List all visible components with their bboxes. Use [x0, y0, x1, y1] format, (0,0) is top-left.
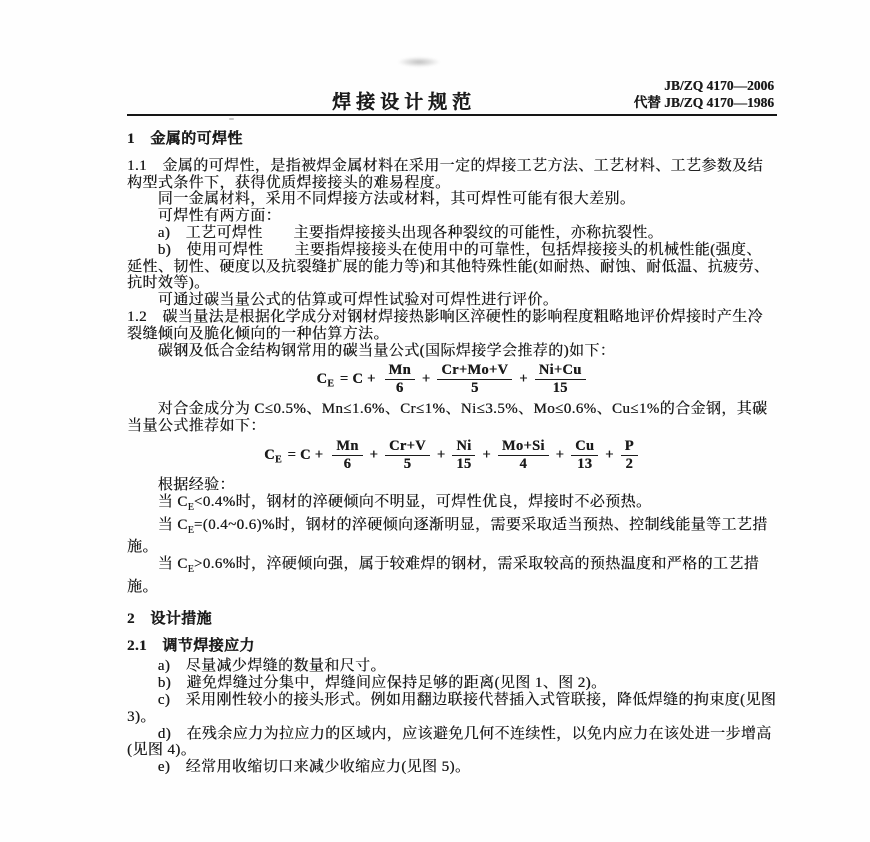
standard-number-replaced: 代替 JB/ZQ 4170—1986 [633, 95, 774, 110]
carbon-equivalent-formula-1 [127, 363, 777, 396]
fraction-cu-13: $\frac{Cu}{13}$ [571, 439, 598, 472]
plus-sign: + [482, 446, 491, 463]
list-item-c-low-rigidity-joints: c) 采用刚性较小的接头形式。例如用翻边联接代替插入式管联接，降低焊缝的拘束度(见图 3)。 [127, 691, 777, 725]
formula-symbol: C [316, 371, 328, 388]
list-item-b-service-weldability: b) 使用可焊性 主要指焊接接头在使用中的可靠性，包括焊接接头的机械性能(强度、延性、韧性、硬度以及抗裂缝扩展的能力等)和其他特殊性能(如耐热、耐蚀、耐低温、抗疲劳、抗时效等)。 [127, 241, 770, 292]
para-1-2-carbon-equivalent-method: 1.2 碳当量法是根据化学成分对钢材焊接热影响区淬硬性的影响程度粗略地评价焊接时产生冷裂缝倾向及脆化倾向的一种估算方法。 [127, 308, 763, 342]
standard-number-current: JB/ZQ 4170—2006 [664, 78, 774, 93]
formula-subscript: E [187, 501, 194, 513]
fraction-nicu-15: $\frac{Ni+Cu}{15}$ [535, 363, 586, 396]
list-item-b-avoid-concentration: b) 避免焊缝过分集中，焊缝间应保持足够的距离(见图 1、图 2)。 [157, 675, 607, 692]
formula-subscript: E [187, 524, 194, 536]
fraction-crmov-5: $\frac{Cr+Mo+V}{5}$ [437, 363, 512, 396]
section-2-heading: 2 设计措施 [127, 610, 212, 627]
fraction-mn-6: $\frac{Mn}{6}$ [385, 363, 415, 396]
condition-ce-04-to-06 [127, 517, 777, 557]
scan-artifact-smudge [398, 57, 440, 67]
para-experience: 根据经验： [157, 476, 235, 493]
formula-equals: = C + [287, 446, 324, 463]
fraction-crv-5: $\frac{Cr+V}{5}$ [385, 439, 430, 472]
section-2-1-heading: 2.1 调节焊接应力 [127, 637, 255, 654]
condition-prefix: 当 C [157, 516, 188, 533]
para-iiw-formula-intro: 碳钢及低合金结构钢常用的碳当量公式(国际焊接学会推荐的)如下： [157, 342, 616, 359]
condition-prefix: 当 C [157, 556, 188, 573]
list-item-e-shrinkage-cuts: e) 经常用收缩切口来减少收缩应力(见图 5)。 [157, 759, 471, 776]
section-1-heading: 1 金属的可焊性 [127, 131, 243, 147]
document-body [127, 131, 777, 776]
condition-ce-above-06 [127, 556, 777, 596]
fraction-ni-15: $\frac{Ni}{15}$ [452, 439, 475, 472]
plus-sign: + [555, 446, 565, 463]
fraction-mn-6: $\frac{Mn}{6}$ [332, 439, 362, 472]
standard-numbers [634, 77, 774, 111]
list-item-a-reduce-welds: a) 尽量减少焊缝的数量和尺寸。 [157, 658, 386, 675]
para-evaluation-method: 可通过碳当量公式的估算或可焊性试验对可焊性进行评价。 [157, 292, 559, 309]
formula-subscript: E [327, 379, 334, 391]
plus-sign: + [605, 446, 614, 463]
condition-ce-below-04 [127, 494, 777, 517]
formula-subscript: E [187, 564, 194, 576]
para-same-metal: 同一金属材料，采用不同焊接方法或材料，其可焊性可能有很大差别。 [157, 191, 636, 208]
scan-artifact-speck [229, 118, 234, 120]
plus-sign: + [421, 371, 431, 388]
formula-equals: = C + [339, 371, 376, 388]
formula-symbol: C [264, 446, 275, 463]
list-item-a-process-weldability: a) 工艺可焊性 主要指焊接接头出现各种裂纹的可能性，亦称抗裂性。 [157, 224, 664, 241]
para-two-aspects: 可焊性有两方面： [157, 208, 281, 225]
condition-text: >0.6%时，淬硬倾向强，属于较难焊的钢材，需采取较高的预热温度和严格的工艺措施。 [127, 556, 760, 595]
header-divider [127, 114, 777, 116]
para-alloy-limits: 对合金成分为 C≤0.5%、Mn≤1.6%、Cr≤1%、Ni≤3.5%、Mo≤0.6%、Cu≤1%的合金钢，其碳当量公式推荐如下： [127, 401, 768, 435]
condition-text: <0.4%时，钢材的淬硬倾向不明显，可焊性优良，焊接时不必预热。 [193, 493, 652, 510]
plus-sign: + [436, 446, 446, 463]
list-item-d-avoid-discontinuity: d) 在残余应力为拉应力的区域内，应该避免几何不连续性，以免内应力在该处进一步增高(见图 4)。 [127, 725, 772, 759]
condition-prefix: 当 C [157, 493, 188, 510]
fraction-p-2: $\frac{P}{2}$ [621, 439, 638, 472]
fraction-mosi-4: $\frac{Mo+Si}{4}$ [498, 439, 549, 472]
formula-subscript: E [274, 454, 282, 466]
plus-sign: + [369, 446, 379, 463]
plus-sign: + [519, 371, 528, 388]
document-title: 焊接设计规范 [331, 92, 476, 113]
para-1-1-weldability-definition: 1.1 金属的可焊性，是指被焊金属材料在采用一定的焊接工艺方法、工艺材料、工艺参数及结构型式条件下，获得优质焊接接头的难易程度。 [127, 157, 763, 191]
condition-text: =(0.4~0.6)%时，钢材的淬硬倾向逐渐明显，需要采取适当预热、控制线能量等工艺措施。 [127, 516, 768, 556]
carbon-equivalent-formula-2 [127, 439, 777, 472]
